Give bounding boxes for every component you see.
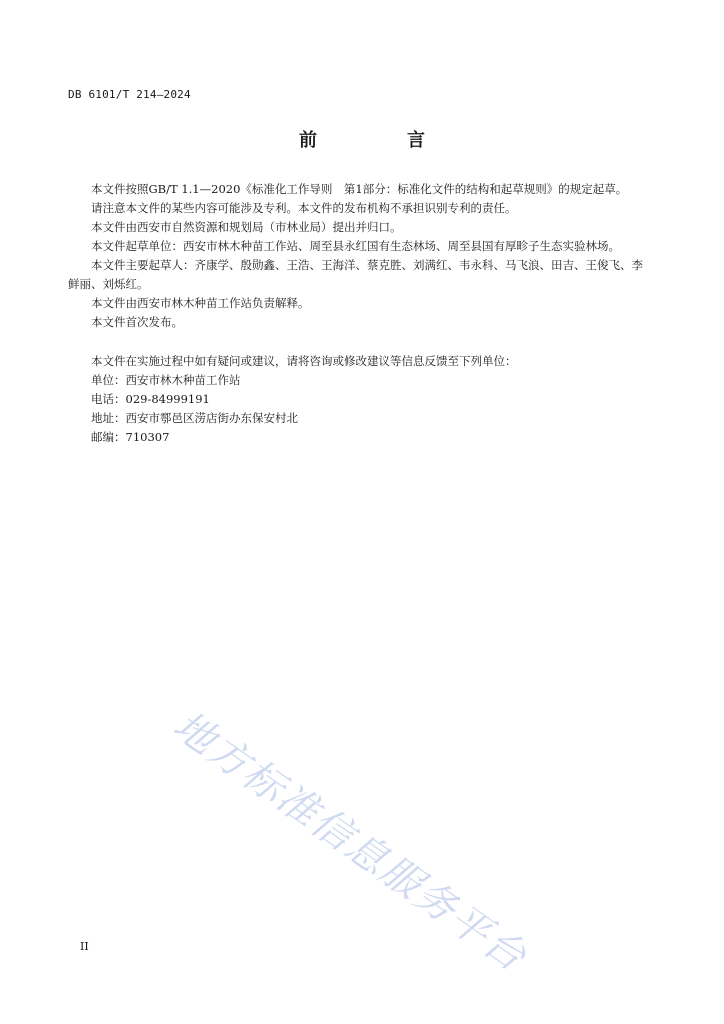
watermark: 地方标准信息服务平台 <box>164 702 536 982</box>
paragraph-drafters: 本文件主要起草人：齐康学、殷勋鑫、王浩、王海洋、蔡克胜、刘满红、韦永科、马飞浪、田吉、王俊飞、李鲜丽、刘烁红。 <box>68 258 643 291</box>
preface-body <box>68 180 648 447</box>
paragraph-drafting-rule: 本文件按照GB/T 1.1—2020《标准化工作导则 第1部分：标准化文件的结构和起草规则》的规定起草。 <box>91 182 628 196</box>
paragraph-first-release: 本文件首次发布。 <box>91 315 183 329</box>
preface-title: 前 言 <box>299 130 461 151</box>
feedback-address: 地址：西安市鄠邑区涝店街办东保安村北 <box>91 411 298 425</box>
document-code: DB 6101/T 214—2024 <box>68 88 191 101</box>
paragraph-interpretation: 本文件由西安市林木种苗工作站负责解释。 <box>91 296 310 310</box>
feedback-intro: 本文件在实施过程中如有疑问或建议，请将咨询或修改建议等信息反馈至下列单位： <box>91 354 517 368</box>
paragraph-patent-notice: 请注意本文件的某些内容可能涉及专利。本文件的发布机构不承担识别专利的责任。 <box>91 201 517 215</box>
feedback-unit: 单位：西安市林木种苗工作站 <box>91 373 241 387</box>
feedback-phone: 电话：029-84999191 <box>91 392 210 406</box>
paragraph-drafting-units: 本文件起草单位：西安市林木种苗工作站、周至县永红国有生态林场、周至县国有厚畛子生态实验林场。 <box>91 239 620 253</box>
feedback-postcode: 邮编：710307 <box>91 430 170 444</box>
paragraph-proposer: 本文件由西安市自然资源和规划局（市林业局）提出并归口。 <box>91 220 402 234</box>
page-number: II <box>80 940 89 953</box>
feedback-section <box>68 352 648 447</box>
